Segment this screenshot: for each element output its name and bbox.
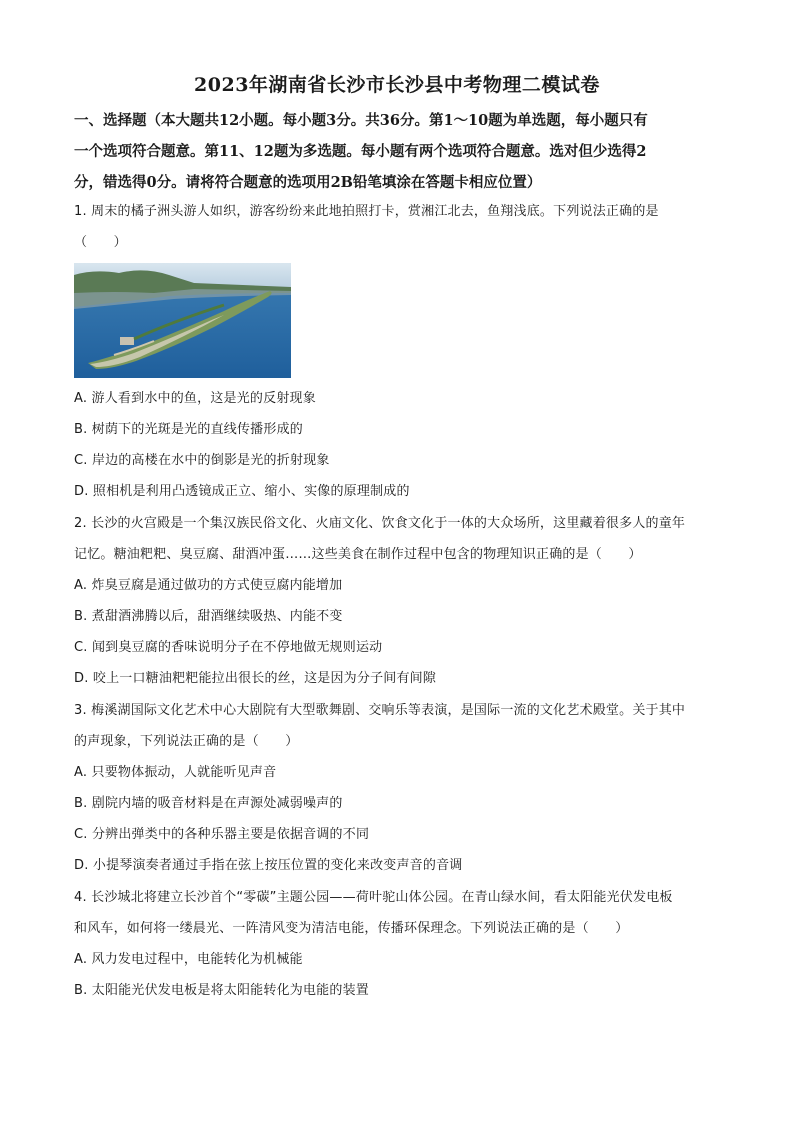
island-photo [74,263,291,378]
question-2-option-c: C. 闻到臭豆腐的香味说明分子在不停地做无规则运动 [74,640,383,655]
question-2-option-b: B. 煮甜酒沸腾以后，甜酒继续吸热、内能不变 [74,609,343,624]
section-line: 一个选项符合题意。第11、12题为多选题。每小题有两个选项符合题意。选对但少选得2 [74,143,647,160]
question-3-option-b: B. 剧院内墙的吸音材料是在声源处减弱噪声的 [74,796,343,811]
question-2-option-a: A. 炸臭豆腐是通过做功的方式使豆腐内能增加 [74,578,343,593]
question-1-option-c: C. 岸边的高楼在水中的倒影是光的折射现象 [74,453,330,468]
question-3-option-c: C. 分辨出弹类中的各种乐器主要是依据音调的不同 [74,827,370,842]
question-2-stem: 2. 长沙的火宫殿是一个集汉族民俗文化、火庙文化、饮食文化于一体的大众场所，这里藏着很多人的童年 [74,516,686,531]
question-1-stem: 1. 周末的橘子洲头游人如织，游客纷纷来此地拍照打卡，赏湘江北去，鱼翔浅底。下列说法正确的是 [74,204,659,219]
question-4-option-a: A. 风力发电过程中，电能转化为机械能 [74,952,303,967]
question-2-option-d: D. 咬上一口糖油粑粑能拉出很长的丝，这是因为分子间有间隙 [74,671,437,686]
question-3-stem: 3. 梅溪湖国际文化艺术中心大剧院有大型歌舞剧、交响乐等表演，是国际一流的文化艺术殿堂。关于其中 [74,703,686,718]
question-3-option-d: D. 小提琴演奏者通过手指在弦上按压位置的变化来改变声音的音调 [74,858,463,873]
question-4-stem: 4. 长沙城北将建立长沙首个“零碳”主题公园——荷叶驼山体公园。在青山绿水间，看太阳能光伏发电板 [74,890,673,905]
section-line: 分，错选得0分。请将符合题意的选项用2B铅笔填涂在答题卡相应位置） [74,174,542,191]
question-1-option-a: A. 游人看到水中的鱼，这是光的反射现象 [74,391,316,406]
section-instructions [74,105,724,198]
question-1-option-d: D. 照相机是利用凸透镜成正立、缩小、实像的原理制成的 [74,484,410,499]
question-1-option-b: B. 树荫下的光斑是光的直线传播形成的 [74,422,303,437]
question-2-stem-cont: 记忆。糖油粑粑、臭豆腐、甜酒冲蛋……这些美食在制作过程中包含的物理知识正确的是（ ） [74,547,642,562]
section-line: 一、选择题（本大题共12小题。每小题3分。共36分。第1～10题为单选题，每小题只有 [74,112,648,129]
question-3-stem-cont: 的声现象，下列说法正确的是（ ） [74,734,299,749]
question-3-option-a: A. 只要物体振动，人就能听见声音 [74,765,277,780]
page-title: 2023年湖南省长沙市长沙县中考物理二模试卷 [194,74,600,96]
question-4-option-b: B. 太阳能光伏发电板是将太阳能转化为电能的装置 [74,983,369,998]
question-4-stem-cont: 和风车，如何将一缕晨光、一阵清风变为清洁电能，传播环保理念。下列说法正确的是（ ） [74,921,629,936]
question-1-stem-cont: （ ） [74,235,127,250]
